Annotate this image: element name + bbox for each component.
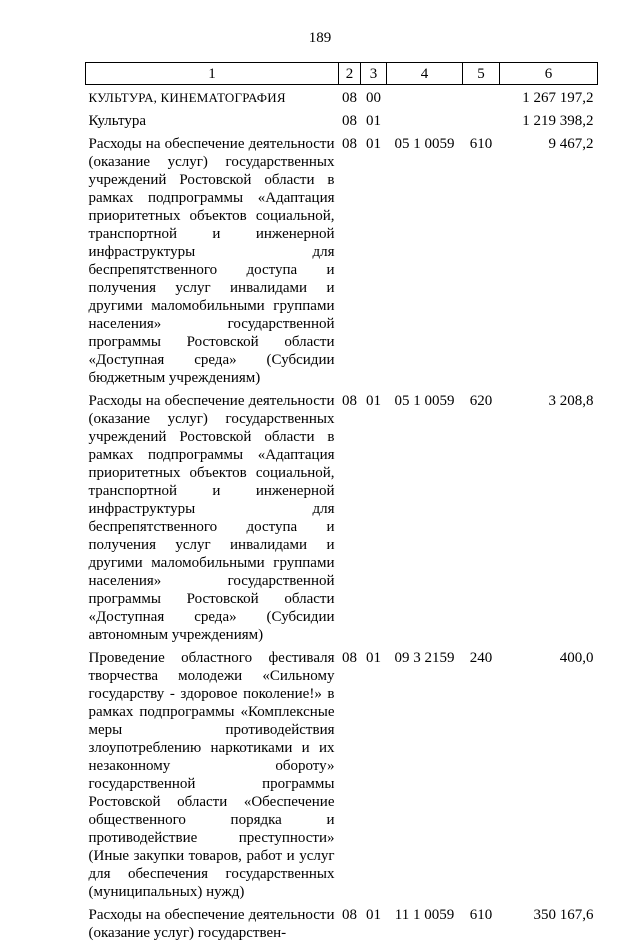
row-amount: 3 208,8: [548, 393, 594, 409]
row-target-article: [387, 85, 463, 108]
column-header-amount: 6: [500, 63, 598, 85]
row-target-article: 05 1 0059: [394, 136, 455, 152]
column-header-section: 2: [339, 63, 361, 85]
row-amount: 350 167,6: [533, 907, 594, 923]
table-row: [86, 387, 598, 644]
row-section: 08: [342, 90, 357, 106]
page-number: 189: [308, 30, 332, 46]
row-expense-type: [463, 85, 500, 108]
row-section: 08: [342, 113, 357, 129]
table-row: [86, 85, 598, 108]
row-subsection: 01: [366, 650, 381, 666]
column-header-target-article: 4: [387, 63, 463, 85]
row-target-article: 09 3 2159: [394, 650, 455, 666]
row-target-article: [387, 107, 463, 130]
row-subsection: 00: [366, 90, 381, 106]
row-expense-type: [463, 107, 500, 130]
row-name: КУЛЬТУРА, КИНЕМАТОГРАФИЯ: [88, 90, 286, 105]
table-header-row: [86, 63, 598, 85]
row-subsection: 01: [366, 113, 381, 129]
row-name: Культура: [88, 113, 146, 129]
row-section: 08: [342, 907, 357, 923]
table-row: [86, 644, 598, 901]
row-name: Расходы на обеспечение деятельности (оказание услуг) государствен-: [88, 907, 335, 941]
row-expense-type: 240: [469, 650, 493, 666]
row-section: 08: [342, 136, 357, 152]
table-row: [86, 107, 598, 130]
column-header-expense-type: 5: [463, 63, 500, 85]
row-target-article: 11 1 0059: [394, 907, 455, 923]
table-row: [86, 130, 598, 387]
row-subsection: 01: [366, 136, 381, 152]
budget-table: [85, 62, 598, 942]
row-section: 08: [342, 650, 357, 666]
row-amount: 400,0: [559, 650, 594, 666]
row-name: Проведение областного фестиваля творчества молодежи «Сильному государству - здоровое поколение!» в рамках подпрограммы «Комплексные меры противодействия злоупотреблению наркотиками и их незаконному обороту» государственной программы Ростовской области «Обеспечение общественного порядка и противодействие преступности» (Иные закупки товаров, работ и услуг для обеспечения государственных (муниципальных) нужд): [88, 650, 335, 900]
row-expense-type: 610: [469, 907, 493, 923]
row-subsection: 01: [366, 907, 381, 923]
row-amount: 1 267 197,2: [522, 90, 594, 106]
row-amount: 1 219 398,2: [522, 113, 594, 129]
row-expense-type: 610: [469, 136, 493, 152]
row-amount: 9 467,2: [548, 136, 594, 152]
column-header-name: 1: [86, 63, 339, 85]
row-target-article: 05 1 0059: [394, 393, 455, 409]
row-section: 08: [342, 393, 357, 409]
column-header-subsection: 3: [361, 63, 387, 85]
table-row: [86, 901, 598, 942]
row-name: Расходы на обеспечение деятельности (оказание услуг) государственных учреждений Ростовской области в рамках подпрограммы «Адаптация приоритетных объектов социальной, транспортной и инженерной инфраструктуры для беспрепятственного доступа и получения услуг инвалидами и другими маломобильными группами населения» государственной программы Ростовской области «Доступная среда» (Субсидии бюджетным учреждениям): [88, 136, 335, 386]
row-expense-type: 620: [469, 393, 493, 409]
row-subsection: 01: [366, 393, 381, 409]
row-name: Расходы на обеспечение деятельности (оказание услуг) государственных учреждений Ростовской области в рамках подпрограммы «Адаптация приоритетных объектов социальной, транспортной и инженерной инфраструктуры для беспрепятственного доступа и получения услуг инвалидами и другими маломобильными группами населения» государственной программы Ростовской области «Доступная среда» (Субсидии автономным учреждениям): [88, 393, 335, 643]
